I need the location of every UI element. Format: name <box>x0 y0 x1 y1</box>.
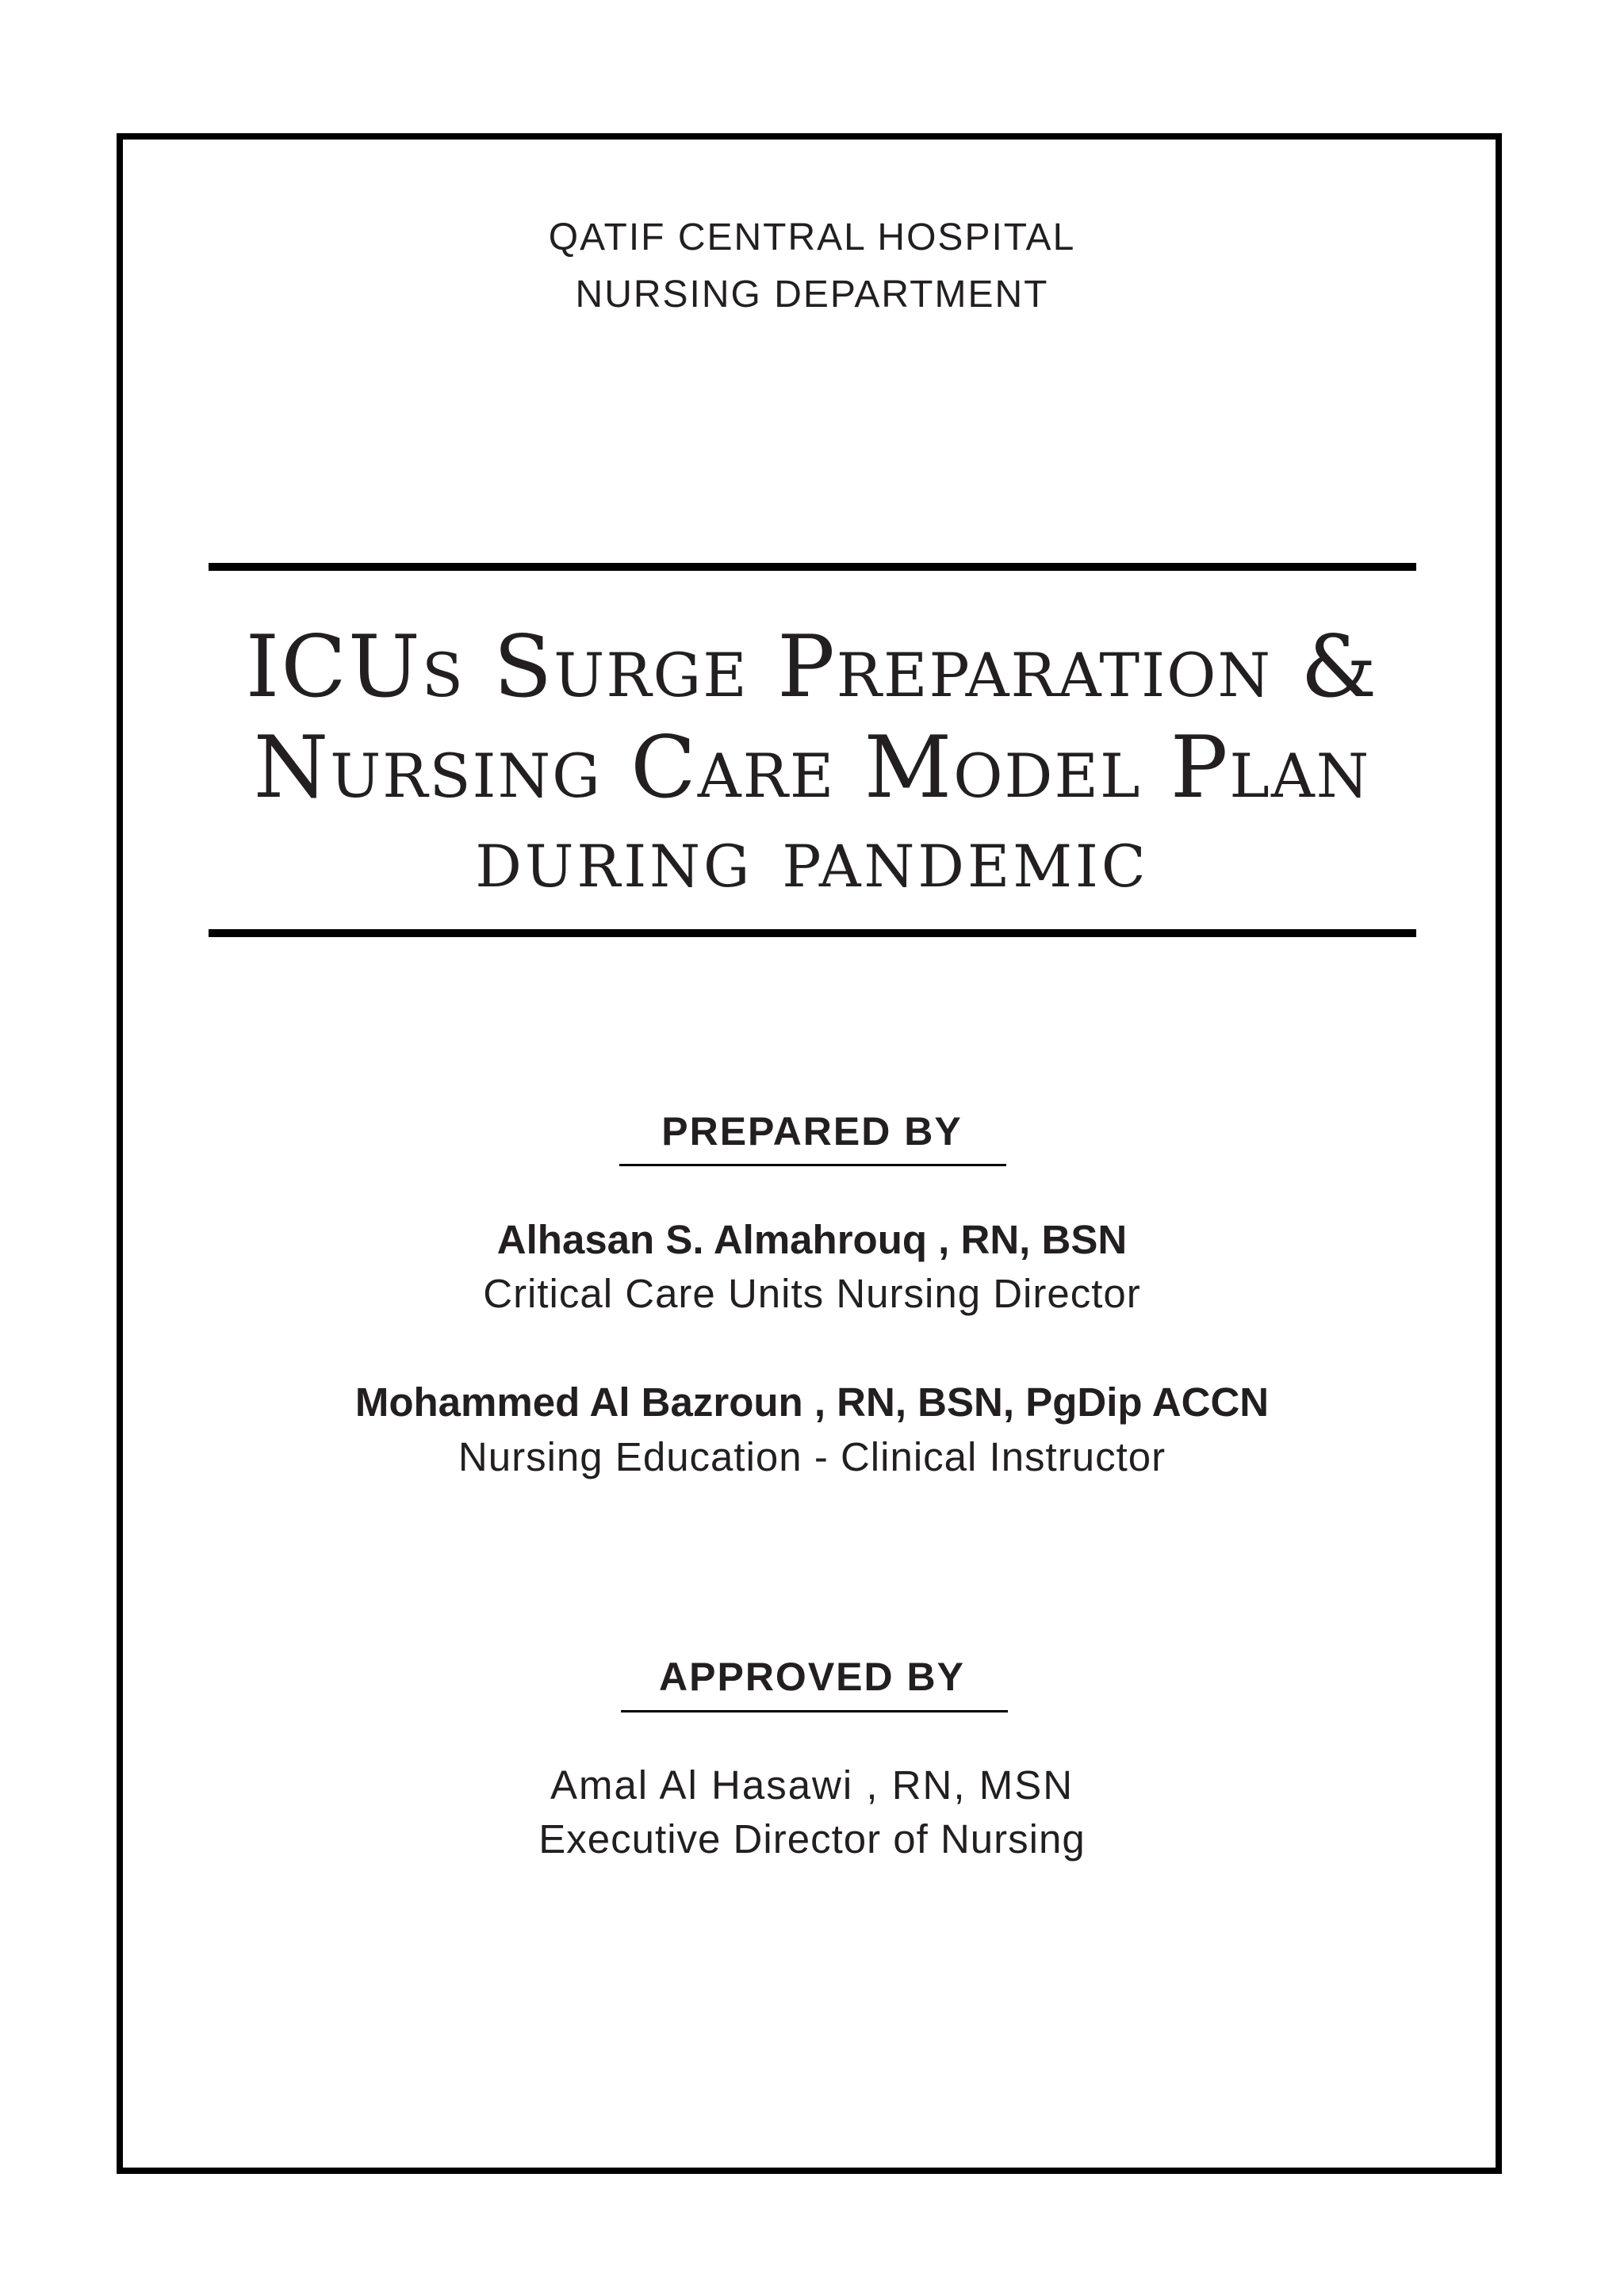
institution-name: QATIF CENTRAL HOSPITAL <box>548 216 1076 258</box>
prepared-by-label: PREPARED BY <box>661 1109 963 1154</box>
preparer-1-role: Critical Care Units Nursing Director <box>483 1271 1141 1316</box>
title-line-1: ICUs Surge Preparation & <box>245 618 1379 717</box>
title-rule-top <box>209 563 1416 571</box>
prepared-by-underline <box>619 1164 1006 1166</box>
approver-role: Executive Director of Nursing <box>538 1816 1086 1862</box>
approver-name: Amal Al Hasawi , RN, MSN <box>550 1762 1074 1808</box>
approved-by-label: APPROVED BY <box>659 1655 965 1699</box>
title-rule-bottom <box>209 929 1416 937</box>
title-line-2: Nursing Care Model Plan <box>253 718 1371 817</box>
preparer-2-role: Nursing Education - Clinical Instructor <box>458 1434 1166 1479</box>
approved-by-underline <box>621 1710 1008 1712</box>
page-border <box>117 133 1502 2174</box>
preparer-1-name: Alhasan S. Almahrouq , RN, BSN <box>496 1217 1128 1262</box>
preparer-2-name: Mohammed Al Bazroun , RN, BSN, PgDip ACCN <box>354 1380 1270 1425</box>
department-name: NURSING DEPARTMENT <box>575 274 1049 316</box>
title-line-3: during pandemic <box>475 809 1149 906</box>
